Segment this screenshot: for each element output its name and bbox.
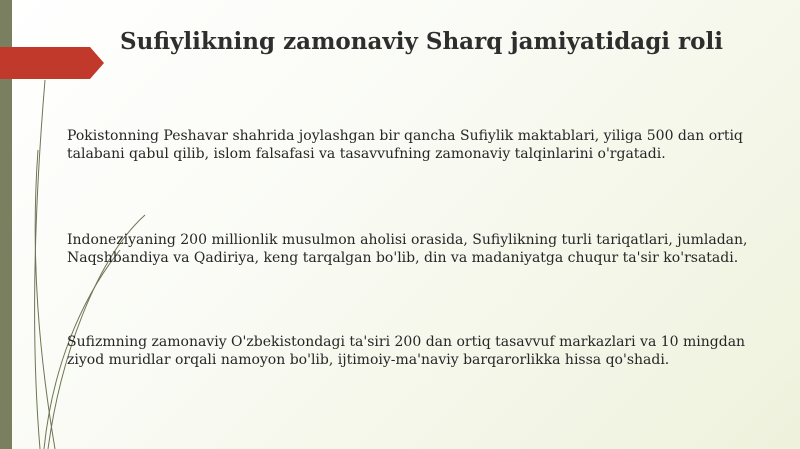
slide-title: Sufiylikning zamonaviy Sharq jamiyatidagi roli [120, 28, 723, 55]
paragraph-pakistan: Pokistonning Peshavar shahrida joylashgan bir qancha Sufiylik maktablari, yiliga 500 dan ortiq talabani qabul qilib, islom falsafasi va tasavvufning zamonaviy talqinlarini o'rgatadi. [67, 128, 743, 162]
paragraph-uzbekistan: Sufizmning zamonaviy O'zbekistondagi ta'siri 200 dan ortiq tasavvuf markazlari va 10 mingdan ziyod muridlar orqali namoyon bo'lib, ijtimoiy-ma'naviy barqarorlikka hissa qo'shadi. [67, 334, 746, 368]
accent-arrow-icon [0, 47, 106, 79]
paragraph-indonesia: Indoneziyaning 200 millionlik musulmon aholisi orasida, Sufiylikning turli tariqatlari, jumladan, Naqshbandiya va Qadiriya, keng tarqalgan bo'lib, din va madaniyatga chuqur ta'sir ko'rsatadi. [67, 232, 748, 266]
